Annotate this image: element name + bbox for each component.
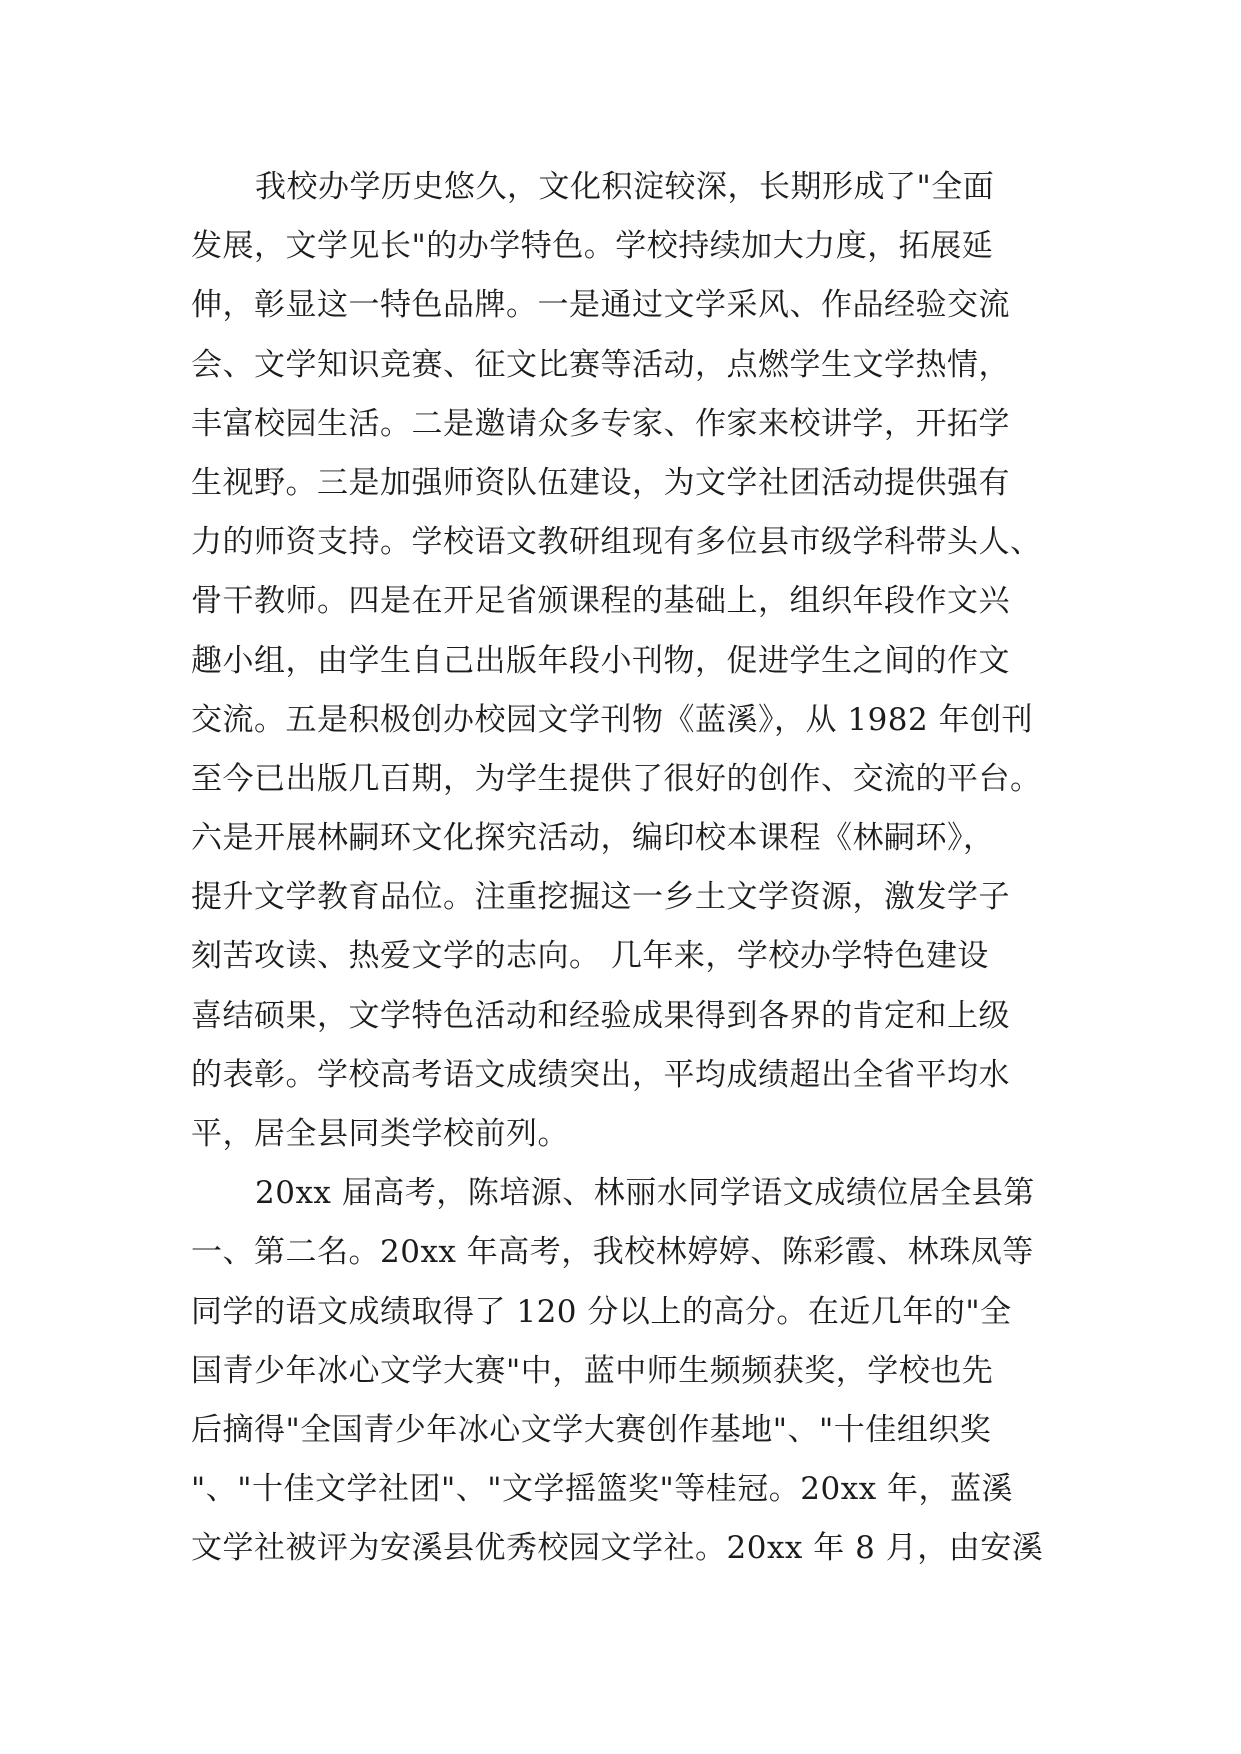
paragraph-line: 20xx 届高考，陈培源、林丽水同学语文成绩位居全县第: [255, 1175, 1035, 1212]
paragraph-line: 交流。五是积极创办校园文学刊物《蓝溪》，从 1982 年创刊: [191, 701, 1034, 738]
paragraph-line: 文学社被评为安溪县优秀校园文学社。20xx 年 8 月，由安溪: [191, 1530, 1044, 1567]
paragraph-line: 伸，彰显这一特色品牌。一是通过文学采风、作品经验交流: [191, 287, 1010, 324]
paragraph-line: 发展，文学见长"的办学特色。学校持续加大力度，拓展延: [191, 228, 994, 265]
paragraph-line: 的表彰。学校高考语文成绩突出，平均成绩超出全省平均水: [191, 1056, 1010, 1093]
body-text: [191, 158, 1061, 1579]
paragraph-line: 我校办学历史悠久，文化积淀较深，长期形成了"全面: [255, 169, 995, 205]
paragraph-line: 六是开展林嗣环文化探究活动，编印校本课程《林嗣环》，: [191, 820, 995, 857]
paragraph-line: 生视野。三是加强师资队伍建设，为文学社团活动提供强有: [191, 464, 1010, 501]
paragraph-line: 同学的语文成绩取得了 120 分以上的高分。在近几年的"全: [191, 1293, 1012, 1330]
paragraph-line: 提升文学教育品位。注重挖掘这一乡土文学资源，激发学子: [191, 879, 1010, 916]
paragraph-line: 骨干教师。四是在开足省颁课程的基础上，组织年段作文兴: [191, 583, 1010, 620]
paragraph-line: 后摘得"全国青少年冰心文学大赛创作基地"、"十佳组织奖: [191, 1411, 992, 1448]
paragraph-line: 一、第二名。20xx 年高考，我校林婷婷、陈彩霞、林珠凤等: [191, 1234, 1034, 1271]
paragraph-line: 至今已出版几百期，为学生提供了很好的创作、交流的平台。: [191, 760, 1042, 797]
paragraph-line: "、"十佳文学社团"、"文学摇篮奖"等桂冠。20xx 年，蓝溪: [191, 1471, 1014, 1508]
paragraph-line: 刻苦攻读、热爱文学的志向。 几年来，学校办学特色建设: [191, 938, 989, 975]
paragraph-line: 国青少年冰心文学大赛"中，蓝中师生频频获奖，学校也先: [191, 1352, 994, 1389]
paragraph-line: 平，居全县同类学校前列。: [191, 1116, 569, 1152]
paragraph-line: 趣小组，由学生自己出版年段小刊物，促进学生之间的作文: [191, 642, 1010, 679]
paragraph-line: 喜结硕果，文学特色活动和经验成果得到各界的肯定和上级: [191, 997, 1010, 1034]
paragraph-line: 会、文学知识竞赛、征文比赛等活动，点燃学生文学热情，: [191, 346, 1010, 383]
paragraph-line: 丰富校园生活。二是邀请众多专家、作家来校讲学，开拓学: [191, 405, 1010, 442]
paragraph-line: 力的师资支持。学校语文教研组现有多位县市级学科带头人、: [191, 524, 1042, 561]
